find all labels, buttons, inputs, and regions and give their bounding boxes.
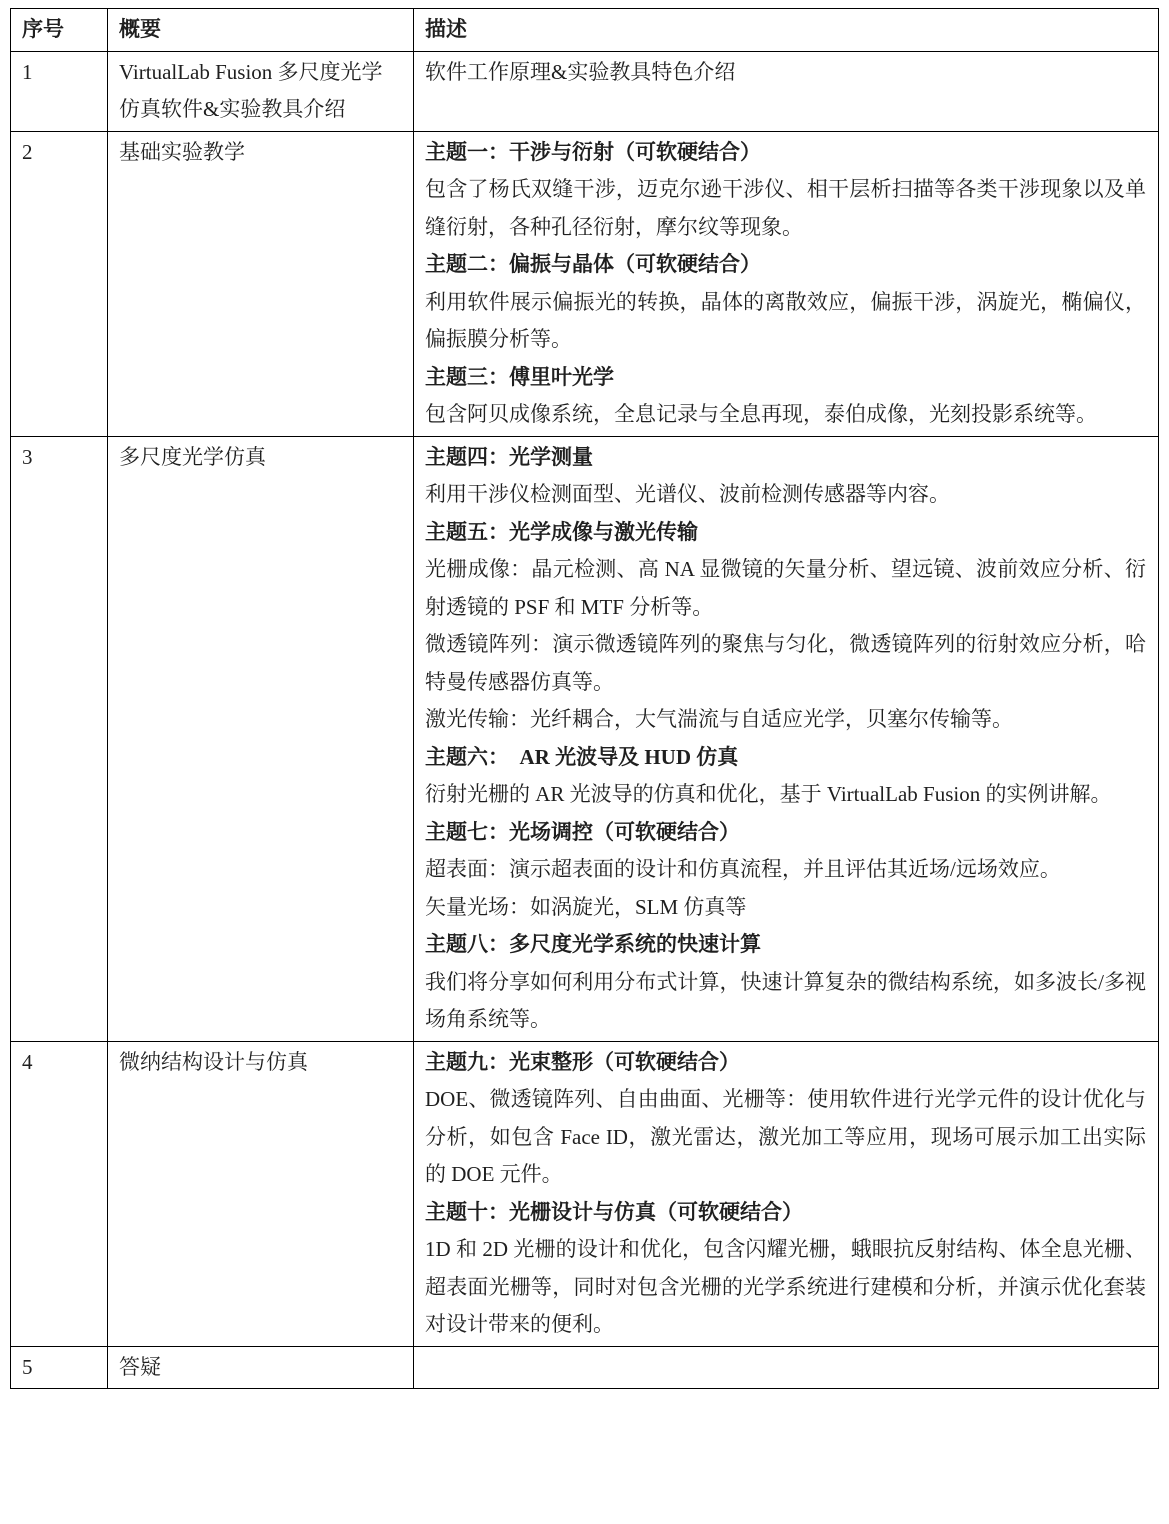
desc-paragraph: 主题九：光束整形（可软硬结合） xyxy=(425,1049,740,1074)
desc-paragraph: 包含了杨氏双缝干涉，迈克尔逊干涉仪、相干层析扫描等各类干涉现象以及单缝衍射，各种孔径衍射，摩尔纹等现象。 xyxy=(425,177,1146,239)
desc-paragraph: 我们将分享如何利用分布式计算，快速计算复杂的微结构系统，如多波长/多视场角系统等。 xyxy=(425,969,1146,1031)
desc-paragraph: DOE、微透镜阵列、自由曲面、光栅等：使用软件进行光学元件的设计优化与分析，如包含 Face ID，激光雷达，激光加工等应用，现场可展示加工出实际的 DOE 元件。 xyxy=(425,1087,1146,1186)
cell-desc xyxy=(414,1041,1159,1346)
desc-paragraph: 主题七：光场调控（可软硬结合） xyxy=(425,819,740,844)
course-schedule-table xyxy=(10,8,1159,1389)
table-body xyxy=(11,51,1159,1389)
table-row xyxy=(11,1346,1159,1389)
desc-paragraph: 激光传输：光纤耦合，大气湍流与自适应光学，贝塞尔传输等。 xyxy=(425,707,1013,731)
header-row xyxy=(11,9,1159,52)
desc-paragraph: 矢量光场：如涡旋光，SLM 仿真等 xyxy=(425,894,747,919)
desc-paragraph: 1D 和 2D 光栅的设计和优化，包含闪耀光栅，蛾眼抗反射结构、体全息光栅、超表面光栅等，同时对包含光栅的光学系统进行建模和分析，并演示优化套装对设计带来的便利。 xyxy=(425,1237,1146,1336)
desc-paragraph: 主题一：干涉与衍射（可软硬结合） xyxy=(425,139,761,164)
cell-desc xyxy=(414,1346,1159,1389)
desc-paragraph: 主题五：光学成像与激光传输 xyxy=(425,519,698,544)
cell-summary: 基础实验教学 xyxy=(108,131,414,436)
col-header-desc: 描述 xyxy=(414,9,1159,52)
desc-paragraph: 超表面：演示超表面的设计和仿真流程，并且评估其近场/远场效应。 xyxy=(425,857,1061,881)
cell-no: 1 xyxy=(11,51,108,131)
cell-desc xyxy=(414,51,1159,131)
desc-paragraph: 包含阿贝成像系统，全息记录与全息再现，泰伯成像，光刻投影系统等。 xyxy=(425,402,1097,426)
desc-paragraph: 微透镜阵列：演示微透镜阵列的聚焦与匀化，微透镜阵列的衍射效应分析，哈特曼传感器仿真等。 xyxy=(425,632,1146,694)
col-header-summary: 概要 xyxy=(108,9,414,52)
cell-no: 4 xyxy=(11,1041,108,1346)
table-row xyxy=(11,436,1159,1041)
desc-paragraph: 主题二：偏振与晶体（可软硬结合） xyxy=(425,252,761,276)
table-row xyxy=(11,1041,1159,1346)
cell-no: 5 xyxy=(11,1346,108,1389)
cell-no: 3 xyxy=(11,436,108,1041)
cell-summary: 答疑 xyxy=(108,1346,414,1389)
cell-desc xyxy=(414,436,1159,1041)
table-row xyxy=(11,51,1159,131)
cell-no: 2 xyxy=(11,131,108,436)
desc-paragraph: 主题四：光学测量 xyxy=(425,444,593,469)
desc-paragraph: 主题八：多尺度光学系统的快速计算 xyxy=(425,932,761,956)
col-header-no: 序号 xyxy=(11,9,108,52)
table-row xyxy=(11,131,1159,436)
cell-desc xyxy=(414,131,1159,436)
cell-summary: 微纳结构设计与仿真 xyxy=(108,1041,414,1346)
desc-paragraph: 利用干涉仪检测面型、光谱仪、波前检测传感器等内容。 xyxy=(425,482,950,506)
desc-paragraph: 利用软件展示偏振光的转换，晶体的离散效应，偏振干涉，涡旋光，椭偏仪，偏振膜分析等。 xyxy=(425,289,1146,351)
cell-summary: VirtualLab Fusion 多尺度光学仿真软件&实验教具介绍 xyxy=(108,51,414,131)
desc-paragraph: 软件工作原理&实验教具特色介绍 xyxy=(425,59,736,84)
desc-paragraph: 主题十：光栅设计与仿真（可软硬结合） xyxy=(425,1199,803,1224)
cell-summary: 多尺度光学仿真 xyxy=(108,436,414,1041)
desc-paragraph: 主题三：傅里叶光学 xyxy=(425,364,614,389)
desc-paragraph: 衍射光栅的 AR 光波导的仿真和优化，基于 VirtualLab Fusion 的实例讲解。 xyxy=(425,782,1112,806)
desc-paragraph: 主题六： AR 光波导及 HUD 仿真 xyxy=(425,744,739,769)
desc-paragraph: 光栅成像：晶元检测、高 NA 显微镜的矢量分析、望远镜、波前效应分析、衍射透镜的 PSF 和 MTF 分析等。 xyxy=(425,557,1146,619)
